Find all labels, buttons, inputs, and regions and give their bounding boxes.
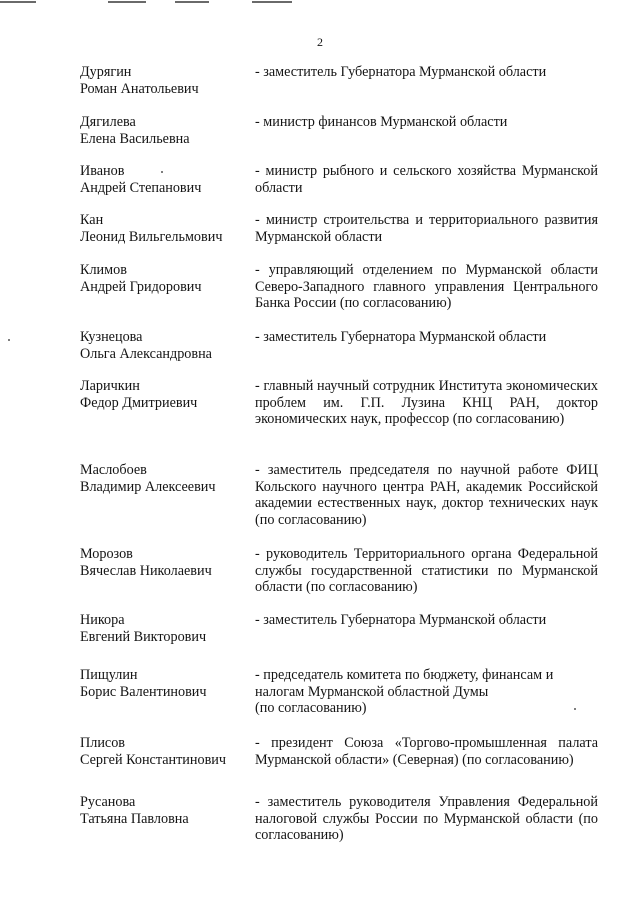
member-position: - заместитель Губернатора Мурманской области	[255, 612, 547, 628]
member-surname: Кан	[80, 212, 104, 228]
member-position: - главный научный сотрудник Института экономических проблем им. Г.П. Лузина КНЦ РАН, доктор экономических наук, профессор (по согласованию)	[255, 378, 598, 428]
member-position: - заместитель Губернатора Мурманской области	[255, 329, 547, 345]
member-given-names: Владимир Алексеевич	[80, 478, 216, 495]
member-position: - председатель комитета по бюджету, финансам и налогам Мурманской областной Думы (по согласованию)	[255, 667, 554, 717]
member-given-names: Леонид Вильгельмович	[80, 228, 223, 245]
member-given-names: Елена Васильевна	[80, 130, 190, 147]
member-name	[80, 163, 250, 196]
member-position: - министр строительства и территориального развития Мурманской области	[255, 212, 598, 245]
member-name	[80, 64, 250, 97]
member-name	[80, 735, 250, 768]
member-name	[80, 794, 250, 827]
member-given-names: Вячеслав Николаевич	[80, 562, 212, 579]
member-surname: Кузнецова	[80, 329, 143, 345]
member-surname: Русанова	[80, 794, 136, 810]
member-position: - заместитель Губернатора Мурманской области	[255, 64, 547, 80]
member-name	[80, 262, 250, 295]
member-name	[80, 667, 250, 700]
member-surname: Ларичкин	[80, 378, 140, 394]
member-given-names: Андрей Степанович	[80, 179, 202, 196]
member-surname: Морозов	[80, 546, 133, 562]
scan-dot	[8, 339, 10, 341]
page-number: 2	[317, 35, 323, 49]
member-position: - управляющий отделением по Мурманской области Северо-Западного главного управления Центрального Банка России (по согласованию)	[255, 262, 598, 312]
member-position: - президент Союза «Торгово-промышленная палата Мурманской области» (Северная) (по согласованию)	[255, 735, 598, 768]
member-surname: Никора	[80, 612, 125, 628]
member-position: - руководитель Территориального органа Федеральной службы государственной статистики по Мурманской области (по согласованию)	[255, 546, 598, 596]
member-position: - заместитель председателя по научной работе ФИЦ Кольского научного центра РАН, академик Российской академии естественных наук, доктор технических наук (по согласованию)	[255, 462, 598, 528]
member-name	[80, 329, 250, 362]
scan-dot	[161, 171, 163, 173]
scan-dot	[574, 708, 576, 710]
member-position: - министр рыбного и сельского хозяйства Мурманской области	[255, 163, 598, 196]
member-name	[80, 546, 250, 579]
scan-edge-marks	[0, 0, 640, 6]
member-given-names: Борис Валентинович	[80, 683, 207, 700]
member-name	[80, 462, 250, 495]
member-name	[80, 378, 250, 411]
member-given-names: Татьяна Павловна	[80, 810, 189, 827]
member-given-names: Федор Дмитриевич	[80, 394, 198, 411]
member-name	[80, 612, 250, 645]
member-surname: Иванов	[80, 163, 125, 179]
member-given-names: Андрей Гридорович	[80, 278, 202, 295]
member-surname: Маслобоев	[80, 462, 147, 478]
member-surname: Плисов	[80, 735, 126, 751]
member-surname: Дурягин	[80, 64, 132, 80]
member-surname: Пищулин	[80, 667, 138, 683]
member-position: - заместитель руководителя Управления Федеральной налоговой службы России по Мурманской области (по согласованию)	[255, 794, 598, 844]
member-name	[80, 114, 250, 147]
member-position: - министр финансов Мурманской области	[255, 114, 508, 130]
member-given-names: Роман Анатольевич	[80, 80, 199, 97]
member-given-names: Сергей Константинович	[80, 751, 227, 768]
member-surname: Климов	[80, 262, 127, 278]
member-given-names: Ольга Александровна	[80, 345, 212, 362]
member-name	[80, 212, 250, 245]
member-surname: Дягилева	[80, 114, 136, 130]
member-given-names: Евгений Викторович	[80, 628, 207, 645]
